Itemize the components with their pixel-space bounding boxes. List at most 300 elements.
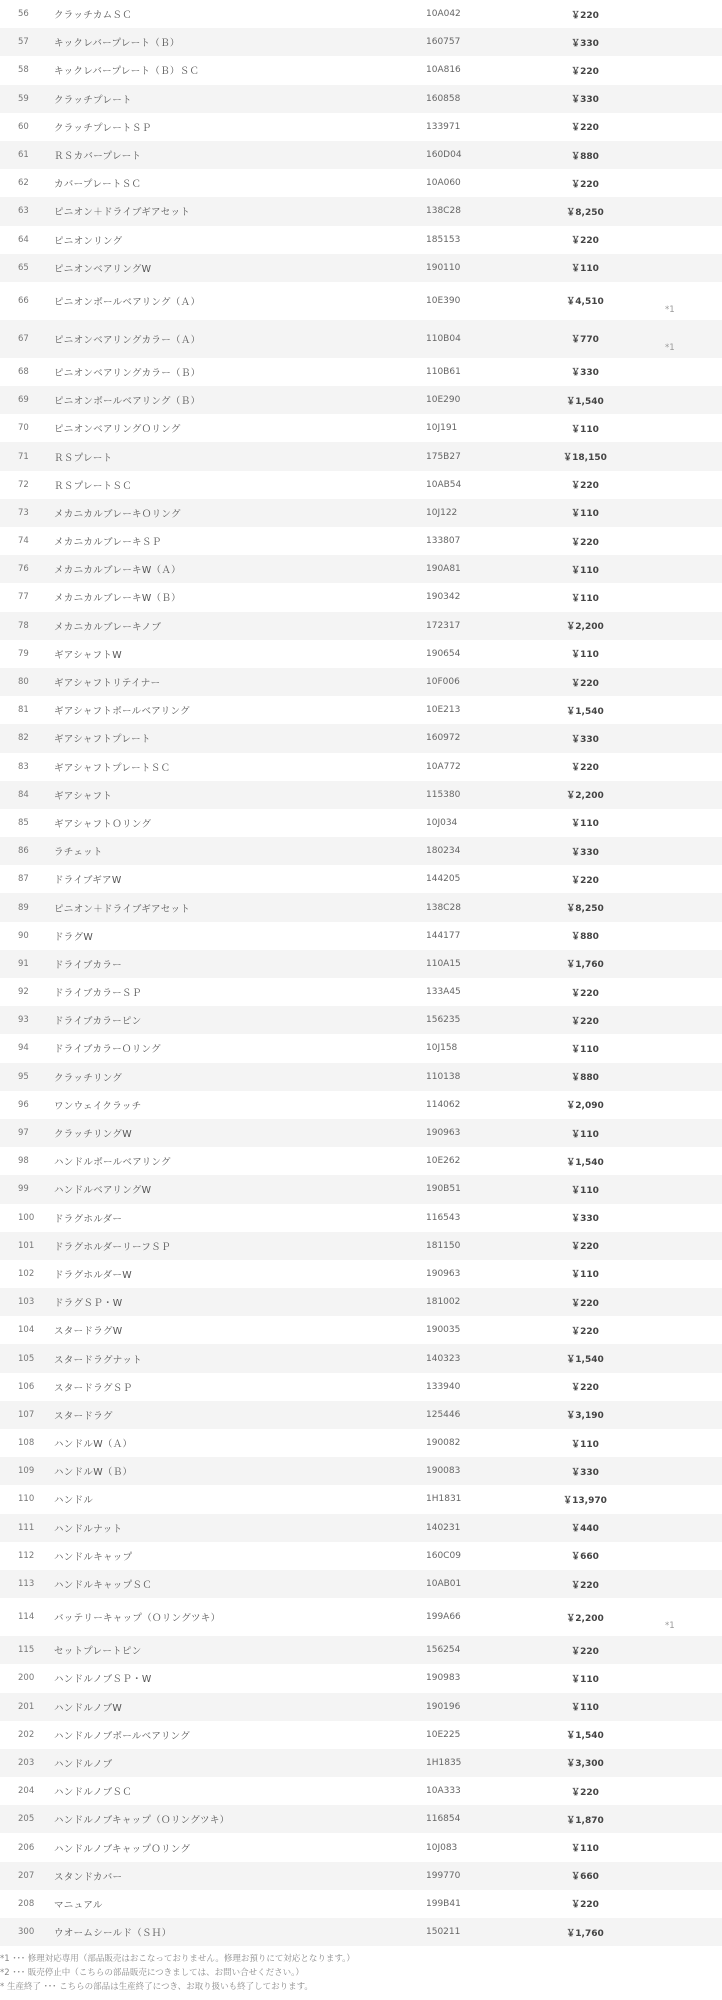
table-row xyxy=(0,1006,722,1034)
part-name: キックレバープレート（Ｂ）ＳＣ xyxy=(54,66,200,78)
part-code: 199A66 xyxy=(426,1612,461,1623)
part-name: ドライブカラーピン xyxy=(54,1016,142,1028)
part-price: ￥3,190 xyxy=(566,1411,604,1422)
part-number: 203 xyxy=(18,1757,35,1768)
part-code: 10J034 xyxy=(426,817,458,828)
part-code: 10J191 xyxy=(426,423,458,434)
table-row xyxy=(0,471,722,499)
table-row xyxy=(0,527,722,555)
part-code: 10F006 xyxy=(426,677,460,688)
part-number: 70 xyxy=(18,423,29,434)
part-name: カバープレートＳＣ xyxy=(54,179,142,191)
part-code: 10E213 xyxy=(426,705,461,716)
part-number: 111 xyxy=(18,1522,35,1533)
part-name: ピニオンベアリングカラー（Ａ） xyxy=(54,334,201,346)
part-number: 58 xyxy=(18,65,29,76)
part-number: 205 xyxy=(18,1814,35,1825)
table-row xyxy=(0,358,722,386)
part-price: ￥110 xyxy=(571,1439,599,1450)
part-number: 59 xyxy=(18,93,29,104)
part-price: ￥220 xyxy=(571,763,599,774)
part-price: ￥110 xyxy=(571,1844,599,1855)
part-name: ピニオンベアリングカラー（Ｂ） xyxy=(54,367,201,379)
part-price: ￥330 xyxy=(571,1467,599,1478)
part-code: 144205 xyxy=(426,874,461,885)
table-row xyxy=(0,950,722,978)
table-row xyxy=(0,893,722,921)
table-row xyxy=(0,1833,722,1861)
part-number: 102 xyxy=(18,1268,35,1279)
part-name: ピニオンボールベアリング（Ａ） xyxy=(54,296,201,308)
part-name: メカニカルブレーキノブ xyxy=(54,621,162,633)
part-price: ￥1,540 xyxy=(566,396,604,407)
table-row xyxy=(0,56,722,84)
table-row xyxy=(0,1429,722,1457)
footnote-1: *1 ･･･ 修理対応専用（部品販売はおこなっておりません。修理お預りにて対応となります。） xyxy=(0,1954,355,1964)
part-name: スタードラグW xyxy=(54,1326,123,1338)
part-name: メカニカルブレーキＯリング xyxy=(54,508,181,520)
table-row xyxy=(0,226,722,254)
table-row xyxy=(0,865,722,893)
part-name: ピニオンベアリングW xyxy=(54,263,152,275)
part-name: ピニオンボールベアリング（Ｂ） xyxy=(54,396,201,408)
table-row xyxy=(0,169,722,197)
part-code: 114062 xyxy=(426,1099,461,1110)
part-price: ￥110 xyxy=(571,650,599,661)
part-price: ￥110 xyxy=(571,1270,599,1281)
table-row xyxy=(0,1918,722,1946)
part-number: 202 xyxy=(18,1729,35,1740)
part-number: 62 xyxy=(18,178,29,189)
table-row xyxy=(0,320,722,358)
part-code: 138C28 xyxy=(426,206,461,217)
part-name: ピニオンリング xyxy=(54,235,123,247)
part-price: ￥220 xyxy=(571,1580,599,1591)
part-price: ￥1,540 xyxy=(566,706,604,717)
table-row xyxy=(0,141,722,169)
part-price: ￥880 xyxy=(571,932,599,943)
part-name: ピニオンベアリングＯリング xyxy=(54,424,181,436)
part-code: 199770 xyxy=(426,1870,461,1881)
part-number: 114 xyxy=(18,1612,35,1623)
part-code: 133971 xyxy=(426,121,461,132)
part-name: ＲＳプレート xyxy=(54,452,113,464)
part-number: 84 xyxy=(18,789,29,800)
part-name: ハンドル xyxy=(54,1495,94,1507)
part-number: 79 xyxy=(18,648,29,659)
part-number: 109 xyxy=(18,1466,35,1477)
table-row xyxy=(0,1514,722,1542)
part-number: 72 xyxy=(18,479,29,490)
part-code: 10E290 xyxy=(426,395,461,406)
part-number: 100 xyxy=(18,1212,35,1223)
part-price: ￥220 xyxy=(571,1383,599,1394)
part-code: 172317 xyxy=(426,620,461,631)
part-name: ハンドルW（Ｂ） xyxy=(54,1467,133,1479)
part-price: ￥8,250 xyxy=(566,904,604,915)
table-row xyxy=(0,1570,722,1598)
part-code: 160757 xyxy=(426,37,461,48)
part-price: ￥880 xyxy=(571,151,599,162)
table-row xyxy=(0,1598,722,1636)
part-number: 82 xyxy=(18,733,29,744)
part-code: 1H1831 xyxy=(426,1494,462,1505)
part-number: 104 xyxy=(18,1325,35,1336)
table-row xyxy=(0,1693,722,1721)
part-number: 108 xyxy=(18,1438,35,1449)
part-note: *1 xyxy=(665,304,675,315)
part-name: ピニオン＋ドライブギアセット xyxy=(54,903,191,915)
part-code: 10AB01 xyxy=(426,1579,462,1590)
table-row xyxy=(0,612,722,640)
part-number: 95 xyxy=(18,1071,29,1082)
part-code: 180234 xyxy=(426,846,461,857)
part-number: 65 xyxy=(18,262,29,273)
part-code: 190A81 xyxy=(426,564,461,575)
part-code: 110B61 xyxy=(426,366,461,377)
part-name: セットプレートピン xyxy=(54,1646,142,1658)
table-row xyxy=(0,1542,722,1570)
table-row xyxy=(0,1175,722,1203)
table-row xyxy=(0,1204,722,1232)
part-price: ￥110 xyxy=(571,509,599,520)
part-code: 175B27 xyxy=(426,451,461,462)
part-code: 190983 xyxy=(426,1673,461,1684)
part-name: ワンウェイクラッチ xyxy=(54,1100,142,1112)
table-row xyxy=(0,442,722,470)
table-row xyxy=(0,414,722,442)
part-price: ￥110 xyxy=(571,1703,599,1714)
table-row xyxy=(0,1147,722,1175)
part-name: クラッチリングW xyxy=(54,1129,132,1141)
part-name: ギアシャフトボールベアリング xyxy=(54,706,190,718)
part-code: 10J122 xyxy=(426,507,458,518)
part-price: ￥2,200 xyxy=(566,622,604,633)
part-number: 208 xyxy=(18,1898,35,1909)
part-code: 150211 xyxy=(426,1927,461,1938)
part-name: バッテリーキャップ（Ｏリングツキ） xyxy=(54,1613,221,1625)
part-number: 73 xyxy=(18,507,29,518)
part-code: 185153 xyxy=(426,234,461,245)
table-row xyxy=(0,1721,722,1749)
table-row xyxy=(0,254,722,282)
footnote-2: *2 ･･･ 販売停止中（こちらの部品販売につきましては、お問い合せください。） xyxy=(0,1968,304,1978)
part-number: 113 xyxy=(18,1579,35,1590)
table-row xyxy=(0,1232,722,1260)
table-row xyxy=(0,85,722,113)
part-number: 105 xyxy=(18,1353,35,1364)
part-code: 140231 xyxy=(426,1522,461,1533)
part-name: スタードラグナット xyxy=(54,1354,143,1366)
part-code: 160972 xyxy=(426,733,461,744)
table-row xyxy=(0,28,722,56)
part-name: ギアシャフト xyxy=(54,790,113,802)
part-code: 133940 xyxy=(426,1381,461,1392)
table-row xyxy=(0,1862,722,1890)
part-price: ￥220 xyxy=(571,66,599,77)
part-number: 60 xyxy=(18,121,29,132)
part-name: メカニカルブレーキW（Ａ） xyxy=(54,565,181,577)
part-price: ￥2,090 xyxy=(566,1101,604,1112)
part-price: ￥220 xyxy=(571,1646,599,1657)
table-row xyxy=(0,555,722,583)
part-name: メカニカルブレーキＳＰ xyxy=(54,537,162,549)
part-number: 85 xyxy=(18,817,29,828)
part-price: ￥330 xyxy=(571,847,599,858)
part-name: ドラグホルダーW xyxy=(54,1269,132,1281)
part-price: ￥220 xyxy=(571,236,599,247)
part-price: ￥220 xyxy=(571,1787,599,1798)
part-number: 90 xyxy=(18,930,29,941)
part-name: ドラグホルダー xyxy=(54,1213,123,1225)
part-number: 86 xyxy=(18,846,29,857)
table-row xyxy=(0,1485,722,1513)
part-name: ギアシャフトＯリング xyxy=(54,818,152,830)
part-code: 138C28 xyxy=(426,902,461,913)
part-number: 206 xyxy=(18,1842,35,1853)
table-row xyxy=(0,724,722,752)
part-name: ギアシャフトプレートＳＣ xyxy=(54,762,171,774)
part-price: ￥220 xyxy=(571,1900,599,1911)
table-row xyxy=(0,1119,722,1147)
part-price: ￥220 xyxy=(571,1016,599,1027)
part-code: 10J158 xyxy=(426,1043,458,1054)
part-code: 181002 xyxy=(426,1297,461,1308)
part-code: 10E390 xyxy=(426,295,461,306)
part-price: ￥220 xyxy=(571,988,599,999)
part-price: ￥2,200 xyxy=(566,791,604,802)
part-code: 10A816 xyxy=(426,65,461,76)
part-name: ドライブギアW xyxy=(54,875,122,887)
part-number: 74 xyxy=(18,536,29,547)
part-price: ￥110 xyxy=(571,565,599,576)
part-number: 98 xyxy=(18,1156,29,1167)
part-name: ギアシャフトW xyxy=(54,649,122,661)
part-number: 97 xyxy=(18,1128,29,1139)
part-name: マニュアル xyxy=(54,1899,103,1911)
part-price: ￥330 xyxy=(571,368,599,379)
part-name: スタードラグ xyxy=(54,1410,113,1422)
table-row xyxy=(0,922,722,950)
part-name: ラチェット xyxy=(54,847,103,859)
part-number: 80 xyxy=(18,677,29,688)
part-number: 63 xyxy=(18,206,29,217)
table-row xyxy=(0,1401,722,1429)
part-code: 116543 xyxy=(426,1212,461,1223)
part-number: 64 xyxy=(18,234,29,245)
part-number: 200 xyxy=(18,1673,35,1684)
part-name: ハンドルキャップＳＣ xyxy=(54,1580,153,1592)
part-name: ハンドルW（Ａ） xyxy=(54,1439,133,1451)
table-row xyxy=(0,1063,722,1091)
part-number: 68 xyxy=(18,366,29,377)
part-code: 190B51 xyxy=(426,1184,461,1195)
table-row xyxy=(0,1805,722,1833)
table-row xyxy=(0,386,722,414)
part-number: 81 xyxy=(18,705,29,716)
table-row xyxy=(0,1777,722,1805)
part-name: ハンドルノブボールベアリング xyxy=(54,1730,191,1742)
table-row xyxy=(0,499,722,527)
part-code: 10A060 xyxy=(426,178,461,189)
part-price: ￥110 xyxy=(571,1044,599,1055)
table-row xyxy=(0,0,722,28)
part-number: 101 xyxy=(18,1240,35,1251)
part-number: 66 xyxy=(18,295,29,306)
part-name: ウオームシールド（ＳＨ） xyxy=(54,1928,172,1940)
part-number: 107 xyxy=(18,1409,35,1420)
part-name: ドラグW xyxy=(54,931,94,943)
part-code: 110B04 xyxy=(426,333,461,344)
part-code: 190083 xyxy=(426,1466,461,1477)
part-code: 1H1835 xyxy=(426,1757,462,1768)
part-code: 110138 xyxy=(426,1071,461,1082)
table-row xyxy=(0,583,722,611)
table-row xyxy=(0,1316,722,1344)
part-name: ＲＳカバープレート xyxy=(54,151,142,163)
part-name: ハンドルノブ xyxy=(54,1758,113,1770)
part-name: ドラグＳＰ・W xyxy=(54,1298,123,1310)
table-row xyxy=(0,1749,722,1777)
part-price: ￥110 xyxy=(571,1674,599,1685)
part-price: ￥110 xyxy=(571,593,599,604)
part-name: ハンドルノブＳＰ・W xyxy=(54,1674,152,1686)
part-name: ドライブカラーＯリング xyxy=(54,1044,161,1056)
part-name: ドライブカラーＳＰ xyxy=(54,988,142,1000)
part-name: ピニオン＋ドライブギアセット xyxy=(54,207,191,219)
part-number: 96 xyxy=(18,1099,29,1110)
part-number: 207 xyxy=(18,1870,35,1881)
table-row xyxy=(0,1373,722,1401)
part-price: ￥220 xyxy=(571,875,599,886)
footnotes xyxy=(0,1952,722,1994)
table-row xyxy=(0,1457,722,1485)
part-number: 67 xyxy=(18,333,29,344)
part-code: 190082 xyxy=(426,1438,461,1449)
part-name: スタードラグＳＰ xyxy=(54,1382,133,1394)
part-price: ￥330 xyxy=(571,95,599,106)
part-code: 10A042 xyxy=(426,9,461,20)
table-row xyxy=(0,809,722,837)
table-row xyxy=(0,1636,722,1664)
part-code: 181150 xyxy=(426,1240,461,1251)
part-number: 106 xyxy=(18,1381,35,1392)
part-name: キックレバープレート（Ｂ） xyxy=(54,38,180,50)
part-price: ￥110 xyxy=(571,1185,599,1196)
part-price: ￥330 xyxy=(571,38,599,49)
part-name: ドラグホルダーリーフＳＰ xyxy=(54,1241,171,1253)
part-number: 57 xyxy=(18,37,29,48)
part-price: ￥220 xyxy=(571,481,599,492)
part-name: ハンドルノブキャップＯリング xyxy=(54,1843,191,1855)
table-row xyxy=(0,781,722,809)
part-name: ギアシャフトプレート xyxy=(54,734,151,746)
table-row xyxy=(0,113,722,141)
table-row xyxy=(0,1664,722,1692)
part-name: ハンドルボールベアリング xyxy=(54,1157,171,1169)
table-row xyxy=(0,197,722,225)
part-code: 199B41 xyxy=(426,1898,461,1909)
part-name: ハンドルキャップ xyxy=(54,1551,133,1563)
table-row xyxy=(0,640,722,668)
part-number: 89 xyxy=(18,902,29,913)
part-price: ￥1,540 xyxy=(566,1157,604,1168)
part-price: ￥220 xyxy=(571,123,599,134)
part-code: 190110 xyxy=(426,262,461,273)
part-name: ドライブカラー xyxy=(54,959,122,971)
part-price: ￥220 xyxy=(571,1298,599,1309)
part-code: 115380 xyxy=(426,789,461,800)
part-number: 110 xyxy=(18,1494,35,1505)
part-code: 125446 xyxy=(426,1409,461,1420)
part-code: 133A45 xyxy=(426,987,461,998)
part-name: ハンドルノブキャップ（Ｏリングツキ） xyxy=(54,1815,230,1827)
part-name: ハンドルナット xyxy=(54,1523,123,1535)
table-row xyxy=(0,1034,722,1062)
part-price: ￥3,300 xyxy=(566,1759,604,1770)
part-name: ハンドルノブＳＣ xyxy=(54,1787,133,1799)
part-number: 204 xyxy=(18,1786,35,1797)
part-number: 201 xyxy=(18,1701,35,1712)
part-number: 103 xyxy=(18,1297,35,1308)
part-price: ￥220 xyxy=(571,678,599,689)
part-number: 83 xyxy=(18,761,29,772)
part-code: 190963 xyxy=(426,1128,461,1139)
part-price: ￥110 xyxy=(571,819,599,830)
part-name: スタンドカバー xyxy=(54,1871,123,1883)
part-code: 10AB54 xyxy=(426,479,462,490)
table-row xyxy=(0,1890,722,1918)
part-code: 10A333 xyxy=(426,1786,461,1797)
part-number: 87 xyxy=(18,874,29,885)
part-code: 10A772 xyxy=(426,761,461,772)
table-row xyxy=(0,1288,722,1316)
part-price: ￥1,760 xyxy=(566,1928,604,1939)
part-code: 116854 xyxy=(426,1814,461,1825)
part-code: 156254 xyxy=(426,1645,461,1656)
part-number: 300 xyxy=(18,1927,35,1938)
part-price: ￥220 xyxy=(571,179,599,190)
part-price: ￥660 xyxy=(571,1872,599,1883)
part-number: 93 xyxy=(18,1015,29,1026)
part-code: 190963 xyxy=(426,1268,461,1279)
part-code: 160858 xyxy=(426,93,461,104)
part-code: 190654 xyxy=(426,648,461,659)
part-price: ￥770 xyxy=(571,335,599,346)
part-price: ￥220 xyxy=(571,10,599,21)
table-row xyxy=(0,1344,722,1372)
part-number: 56 xyxy=(18,9,29,20)
part-number: 61 xyxy=(18,150,29,161)
part-code: 160C09 xyxy=(426,1550,461,1561)
part-price: ￥13,970 xyxy=(563,1495,607,1506)
part-code: 190196 xyxy=(426,1701,461,1712)
part-note: *1 xyxy=(665,342,675,353)
table-row xyxy=(0,668,722,696)
part-price: ￥220 xyxy=(571,537,599,548)
part-number: 76 xyxy=(18,564,29,575)
part-code: 10E225 xyxy=(426,1729,461,1740)
table-row xyxy=(0,282,722,320)
part-price: ￥110 xyxy=(571,1129,599,1140)
part-number: 112 xyxy=(18,1550,35,1561)
part-price: ￥110 xyxy=(571,264,599,275)
table-row xyxy=(0,1091,722,1119)
part-price: ￥1,760 xyxy=(566,960,604,971)
part-price: ￥1,870 xyxy=(566,1815,604,1826)
part-price: ￥880 xyxy=(571,1073,599,1084)
part-number: 92 xyxy=(18,987,29,998)
